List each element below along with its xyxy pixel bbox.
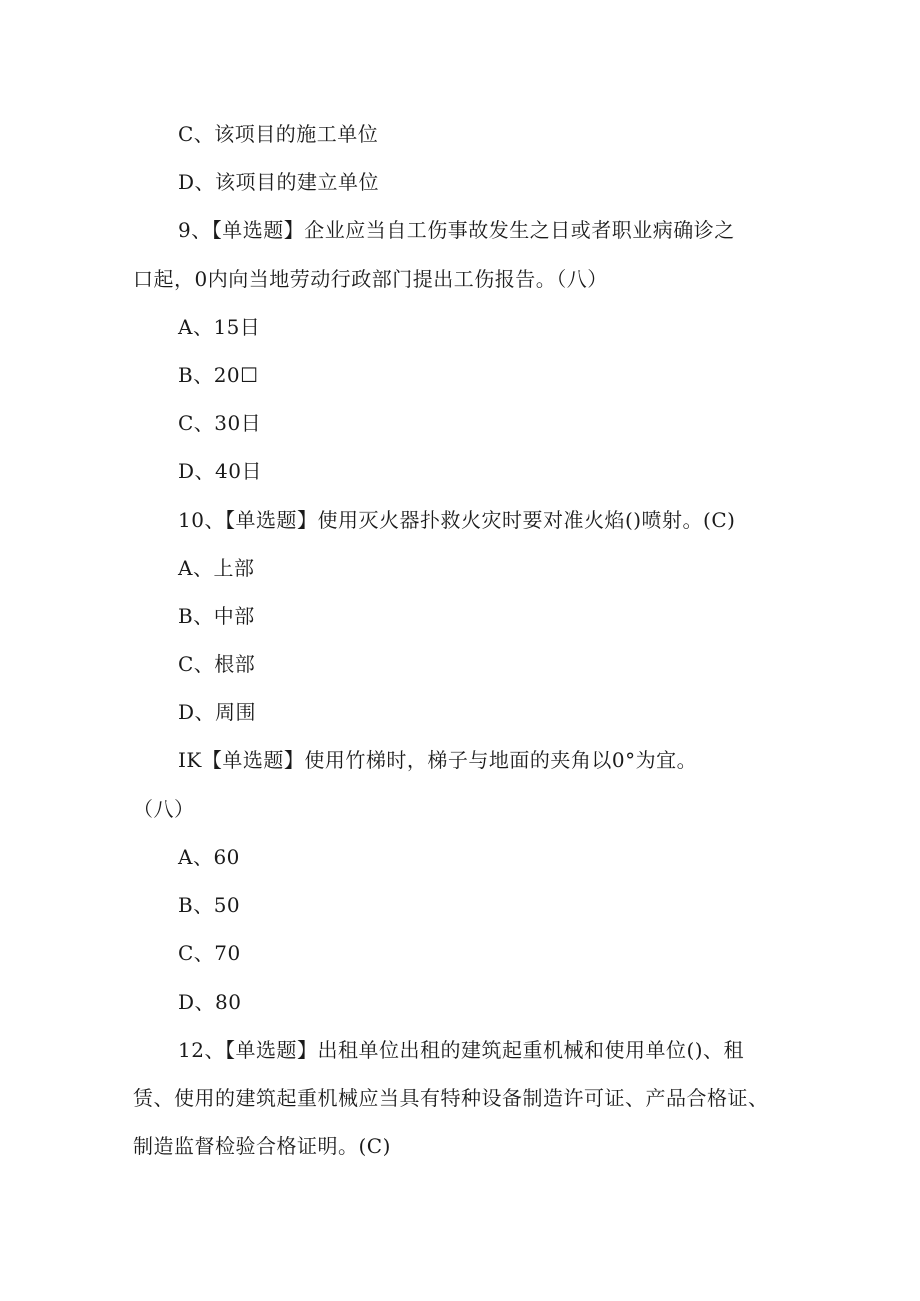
- option-line: D、40日: [178, 459, 262, 483]
- option-line: C、70: [178, 941, 241, 965]
- option-line: A、15日: [178, 315, 261, 339]
- option-line: D、80: [178, 990, 242, 1014]
- option-line: B、50: [178, 893, 241, 917]
- option-line: D、周围: [178, 700, 257, 724]
- option-line: C、该项目的施工单位: [178, 122, 379, 146]
- question-line: 12、【单选题】出租单位出租的建筑起重机械和使用单位()、租: [178, 1038, 745, 1062]
- question-line: IK【单选题】使用竹梯时，梯子与地面的夹角以0°为宜。: [178, 748, 698, 772]
- option-line: A、60: [178, 845, 240, 869]
- option-line: C、30日: [178, 411, 262, 435]
- question-line: 10、【单选题】使用灭火器扑救火灾时要对准火焰()喷射。(C): [178, 508, 736, 532]
- question-line: 赁、使用的建筑起重机械应当具有特种设备制造许可证、产品合格证、: [133, 1086, 769, 1110]
- question-line: 制造监督检验合格证明。(C): [133, 1134, 391, 1158]
- question-line: 9、【单选题】企业应当自工伤事故发生之日或者职业病确诊之: [178, 218, 735, 242]
- question-line: （八）: [133, 797, 195, 821]
- option-line: C、根部: [178, 652, 256, 676]
- option-line: D、该项目的建立单位: [178, 170, 380, 194]
- option-line: B、20☐: [178, 363, 259, 387]
- option-line: B、中部: [178, 604, 255, 628]
- question-line: 口起，0内向当地劳动行政部门提出工伤报告。（八）: [133, 267, 608, 291]
- option-line: A、上部: [178, 556, 255, 580]
